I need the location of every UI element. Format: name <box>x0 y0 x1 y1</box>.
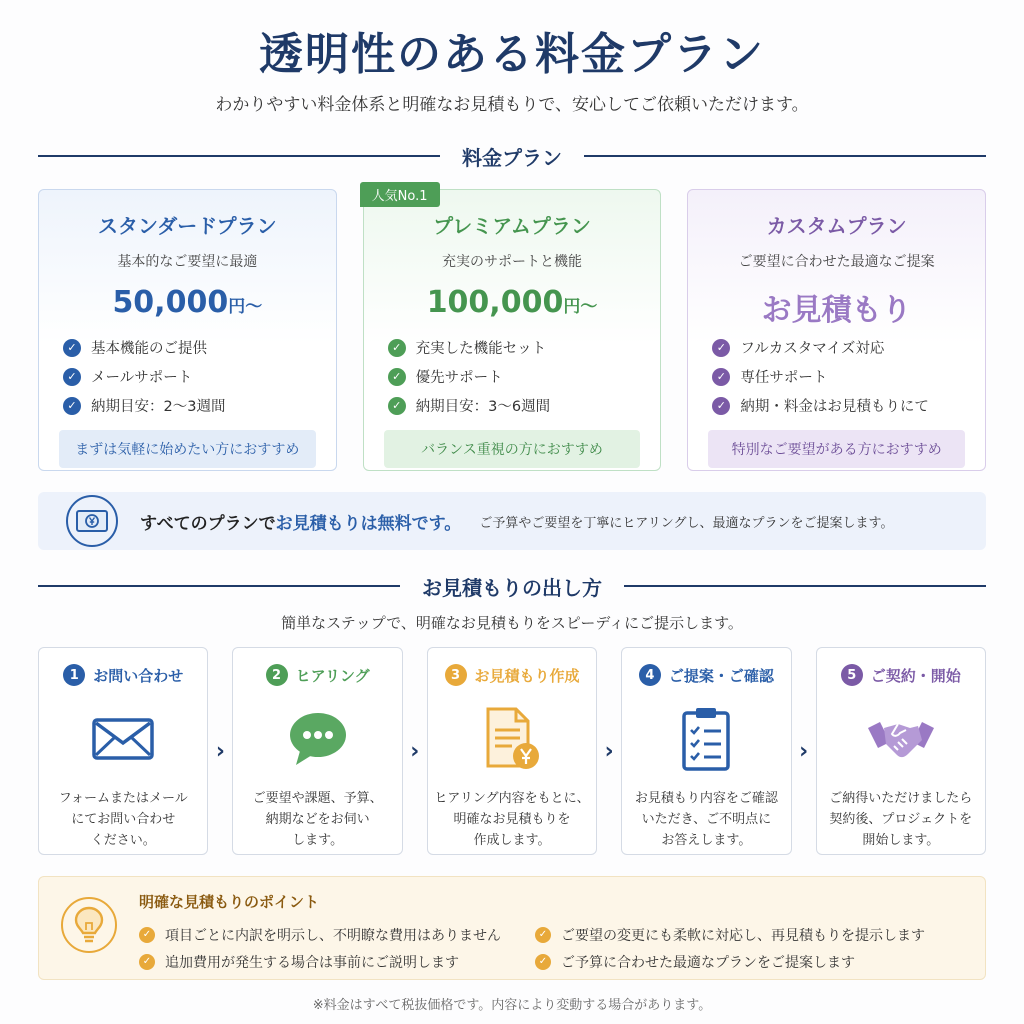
check-icon: ✓ <box>712 397 730 415</box>
feature-item <box>712 391 965 420</box>
free-highlight: お見積もりは無料です。 <box>275 513 462 534</box>
step-description: ヒアリング内容をもとに、 明確なお見積もりを 作成します。 <box>434 791 590 848</box>
point-text: ご要望の変更にも柔軟に対応し、再見積もりを提示します <box>561 927 925 944</box>
free-note: ご予算やご要望を丁寧にヒアリングし、最適なプランをご提案します。 <box>479 515 894 531</box>
plans-section-heading <box>38 141 986 171</box>
envelope-icon <box>39 700 207 778</box>
feature-text: 納期目安：2〜3週間 <box>91 399 226 415</box>
step-number: 3 <box>445 664 467 686</box>
check-icon: ✓ <box>712 368 730 386</box>
step-card-5 <box>816 647 986 855</box>
estimate-points-box <box>38 876 986 980</box>
plan-name: カスタムプラン <box>766 214 907 238</box>
step-header <box>622 664 790 686</box>
feature-text: 納期・料金はお見積もりにて <box>740 399 929 415</box>
price-unit: 円〜 <box>228 297 263 317</box>
feature-text: 充実した機能セット <box>415 341 547 357</box>
checklist-icon <box>622 700 790 778</box>
step-card-4 <box>621 647 791 855</box>
price-value: 50,000 <box>112 285 229 320</box>
plan-name: スタンダードプラン <box>98 214 277 238</box>
plan-recommendation: まずは気軽に始めたい方におすすめ <box>59 430 316 468</box>
feature-text: 専任サポート <box>740 370 828 386</box>
handshake-icon <box>817 700 985 778</box>
feature-item <box>712 362 965 391</box>
feature-list <box>388 333 641 420</box>
step-title: お問い合わせ <box>93 666 184 685</box>
check-icon: ✓ <box>63 368 81 386</box>
steps-row <box>38 647 986 855</box>
divider-line <box>624 585 986 587</box>
check-icon: ✓ <box>712 339 730 357</box>
feature-list <box>712 333 965 420</box>
point-item <box>535 948 925 975</box>
steps-heading-text: お見積もりの出し方 <box>422 575 602 600</box>
feature-text: メールサポート <box>91 370 193 386</box>
step-title: お見積もり作成 <box>474 666 580 685</box>
step-number: 5 <box>841 664 863 686</box>
price-value: お見積もり <box>761 293 912 328</box>
footnote: ※料金はすべて税抜価格です。内容により変動する場合があります。 <box>312 998 712 1013</box>
plan-price <box>59 285 316 325</box>
chevron-right-icon: › <box>799 738 809 764</box>
feature-item <box>388 391 641 420</box>
step-title: ヒアリング <box>295 666 370 685</box>
plans-heading-text: 料金プラン <box>462 145 562 170</box>
check-icon: ✓ <box>139 954 155 970</box>
check-icon: ✓ <box>535 954 551 970</box>
step-number: 2 <box>266 664 288 686</box>
step-title: ご提案・ご確認 <box>668 666 774 685</box>
step-header <box>817 664 985 686</box>
chat-bubble-icon <box>233 700 401 778</box>
plan-price <box>708 285 965 328</box>
step-description: フォームまたはメール にてお問い合わせ ください。 <box>58 791 188 848</box>
check-icon: ✓ <box>388 339 406 357</box>
feature-item <box>388 333 641 362</box>
step-header <box>39 664 207 686</box>
steps-section-heading <box>38 571 986 601</box>
feature-text: フルカスタマイズ対応 <box>740 341 885 357</box>
lightbulb-icon <box>61 897 117 953</box>
popular-badge: 人気No.1 <box>360 182 440 207</box>
divider-line <box>584 155 986 157</box>
points-title: 明確な見積もりのポイント <box>139 893 320 911</box>
step-card-3 <box>427 647 597 855</box>
step-card-1 <box>38 647 208 855</box>
step-number: 1 <box>63 664 85 686</box>
feature-text: 納期目安：3〜6週間 <box>415 399 551 415</box>
step-description: ご要望や課題、予算、 納期などをお伺い します。 <box>252 791 383 848</box>
feature-item <box>63 333 316 362</box>
check-icon: ✓ <box>139 927 155 943</box>
steps-subheading: 簡単なステップで、明確なお見積もりをスピーディにご提示します。 <box>281 614 743 632</box>
plan-card-custom[interactable] <box>687 189 986 471</box>
feature-text: 基本機能のご提供 <box>91 341 207 357</box>
point-text: 追加費用が発生する場合は事前にご説明します <box>165 954 459 971</box>
page-subtitle: わかりやすい料金体系と明確なお見積もりで、安心してご依頼いただけます。 <box>215 95 809 115</box>
chevron-right-icon: › <box>410 738 420 764</box>
feature-item <box>63 362 316 391</box>
feature-text: 優先サポート <box>415 370 503 386</box>
feature-list <box>63 333 316 420</box>
free-prefix: すべてのプランで <box>140 513 276 534</box>
point-item <box>535 921 925 948</box>
divider-line <box>38 155 440 157</box>
check-icon: ✓ <box>535 927 551 943</box>
document-yen-icon <box>428 700 596 778</box>
feature-item <box>712 333 965 362</box>
plan-name: プレミアムプラン <box>433 214 591 238</box>
plan-description: ご要望に合わせた最適なご提案 <box>738 254 935 270</box>
point-text: 項目ごとに内訳を明示し、不明瞭な費用はありません <box>165 927 501 944</box>
check-icon: ✓ <box>388 397 406 415</box>
step-card-2 <box>232 647 402 855</box>
feature-item <box>388 362 641 391</box>
plan-card-premium[interactable] <box>363 189 662 471</box>
point-text: ご予算に合わせた最適なプランをご提案します <box>561 954 855 971</box>
free-estimate-text <box>140 509 461 534</box>
free-estimate-banner <box>38 492 986 550</box>
check-icon: ✓ <box>388 368 406 386</box>
plan-description: 基本的なご要望に最適 <box>117 254 258 270</box>
page-title: 透明性のある料金プラン <box>259 29 765 80</box>
chevron-right-icon: › <box>215 738 225 764</box>
step-number: 4 <box>639 664 661 686</box>
point-item <box>139 948 501 975</box>
step-description: お見積もり内容をご確認 いただき、ご不明点に お答えします。 <box>634 791 778 848</box>
step-title: ご契約・開始 <box>870 666 961 685</box>
chevron-right-icon: › <box>604 738 614 764</box>
points-left-column <box>139 921 501 975</box>
plan-description: 充実のサポートと機能 <box>442 254 582 270</box>
step-header <box>428 664 596 686</box>
point-item <box>139 921 501 948</box>
plan-recommendation: バランス重視の方におすすめ <box>384 430 641 468</box>
price-value: 100,000 <box>426 285 564 320</box>
step-header <box>233 664 401 686</box>
plan-card-standard[interactable] <box>38 189 337 471</box>
check-icon: ✓ <box>63 397 81 415</box>
divider-line <box>38 585 400 587</box>
plan-recommendation: 特別なご要望がある方におすすめ <box>708 430 965 468</box>
feature-item <box>63 391 316 420</box>
money-yen-icon <box>66 495 118 547</box>
plan-cards <box>38 189 986 471</box>
check-icon: ✓ <box>63 339 81 357</box>
step-description: ご納得いただけましたら 契約後、プロジェクトを 開始します。 <box>829 791 973 848</box>
price-unit: 円〜 <box>563 297 598 317</box>
plan-price <box>384 285 641 325</box>
points-right-column <box>535 921 925 975</box>
